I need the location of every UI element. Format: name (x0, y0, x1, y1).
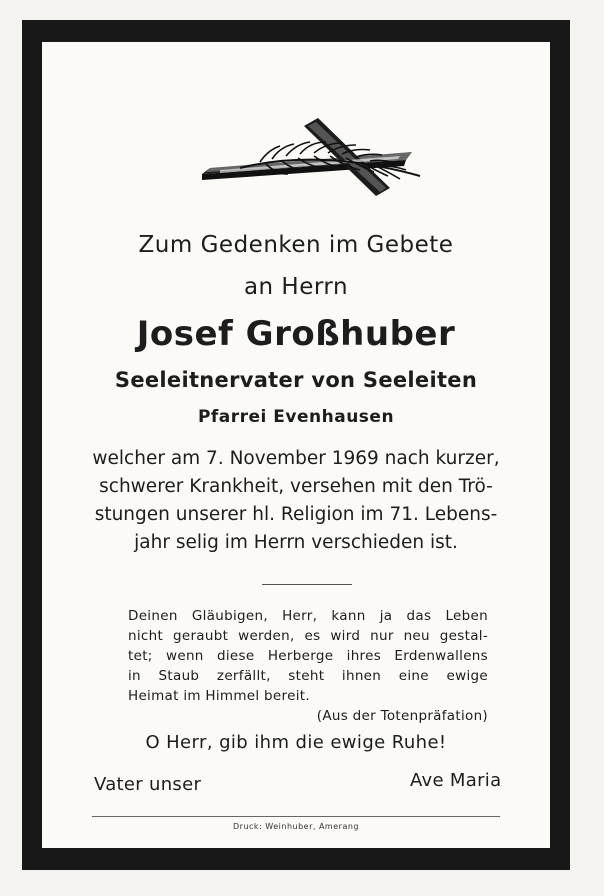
card-inner (42, 42, 550, 848)
parish-name: Pfarrei Evenhausen (197, 407, 395, 427)
footer-rule (92, 816, 500, 817)
cross-with-palm-icon (200, 112, 430, 202)
body-line-4: jahr selig im Herrn verschieden ist. (134, 532, 458, 553)
body-line-3: stungen unserer hl. Religion im 71. Lebens- (94, 504, 498, 525)
quote-line: nicht geraubt werden, es wird nur neu gestal- (128, 628, 488, 644)
divider (262, 584, 352, 585)
deceased-title: Seeleitnervater von Seeleiten (114, 368, 478, 392)
body-line-1: welcher am 7. November 1969 nach kurzer, (92, 448, 500, 469)
deceased-name: Josef Großhuber (136, 314, 456, 354)
heading-line-2: an Herrn (243, 274, 349, 300)
quote-line: in Staub zerfällt, steht ihnen eine ewige (128, 668, 488, 684)
scripture-quote (128, 606, 488, 726)
heading-line-1: Zum Gedenken im Gebete (138, 232, 454, 258)
quote-line: Heimat im Himmel bereit. (128, 688, 310, 704)
prayer-vater-unser: Vater unser (94, 774, 202, 795)
prayer-ave-maria: Ave Maria (410, 770, 502, 791)
body-line-2: schwerer Krankheit, versehen mit den Trö- (99, 476, 493, 497)
closing-prayer: O Herr, gib ihm die ewige Ruhe! (145, 732, 447, 753)
printer-credit: Druck: Weinhuber, Amerang (233, 822, 359, 831)
quote-line: tet; wenn diese Herberge ihres Erdenwallens (128, 648, 488, 664)
memorial-card (22, 20, 570, 870)
quote-source: (Aus der Totenpräfation) (316, 708, 488, 724)
quote-line: Deinen Gläubigen, Herr, kann ja das Leben (128, 608, 488, 624)
